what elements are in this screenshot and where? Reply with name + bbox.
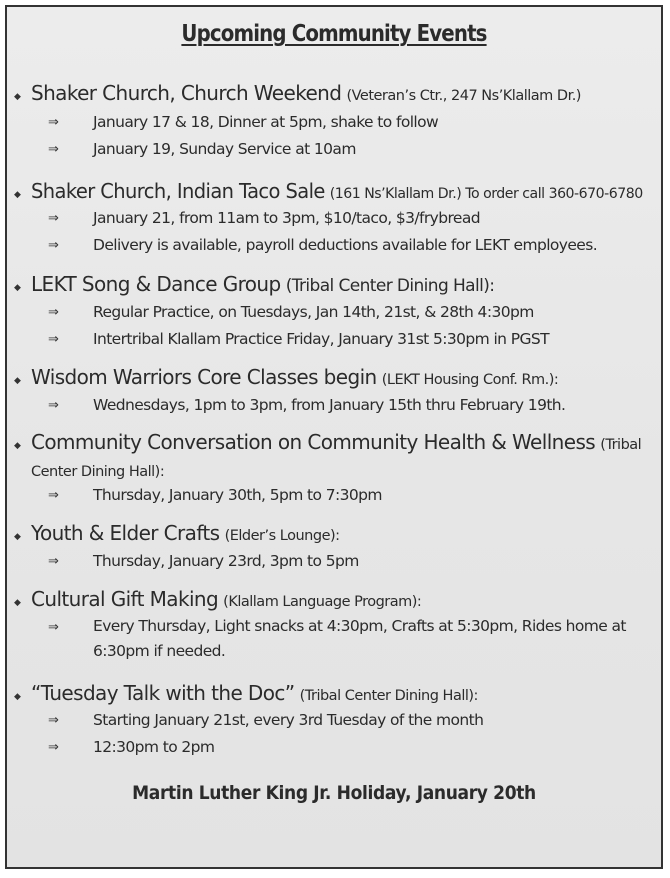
event-detail-text: January 19, Sunday Service at 10am: [93, 140, 356, 158]
arrow-icon: ⇒: [48, 142, 59, 157]
bullet-icon: ◆: [14, 441, 21, 451]
bullet-icon: ◆: [14, 376, 21, 386]
event-detail-text: January 17 & 18, Dinner at 5pm, shake to follow: [93, 113, 439, 131]
event-detail-text: Delivery is available, payroll deductions available for LEKT employees.: [93, 236, 598, 254]
event-location: (Veteran’s Ctr., 247 Ns’Klallam Dr.): [346, 88, 581, 104]
event-location: (Klallam Language Program):: [223, 594, 422, 610]
bullet-icon: ◆: [14, 92, 21, 102]
bullet-icon: ◆: [14, 692, 21, 702]
event-name: Youth & Elder Crafts: [31, 521, 220, 545]
events-list: [7, 7, 661, 867]
event-heading: [31, 586, 643, 615]
arrow-icon: ⇒: [48, 620, 59, 635]
flyer-title: Upcoming Community Events: [181, 21, 487, 47]
event-detail-text: Thursday, January 23rd, 3pm to 5pm: [93, 552, 359, 570]
event-name: Cultural Gift Making: [31, 587, 219, 611]
event-name: Community Conversation on Community Health & Wellness: [31, 430, 596, 454]
event-name: “Tuesday Talk with the Doc”: [31, 681, 295, 705]
bullet-icon: ◆: [14, 532, 21, 542]
event-location: (Tribal Center Dining Hall):: [285, 276, 495, 296]
event-detail-text: January 21, from 11am to 3pm, $10/taco, $3/frybread: [93, 209, 480, 227]
event-heading: [31, 520, 643, 549]
arrow-icon: ⇒: [48, 305, 59, 320]
event-detail-text: 12:30pm to 2pm: [93, 738, 215, 756]
event-name: Wisdom Warriors Core Classes begin: [31, 365, 377, 389]
event-heading: [31, 429, 643, 485]
arrow-icon: ⇒: [48, 488, 59, 503]
bullet-icon: ◆: [14, 283, 21, 293]
event-heading: [31, 80, 643, 109]
arrow-icon: ⇒: [48, 398, 59, 413]
arrow-icon: ⇒: [48, 332, 59, 347]
arrow-icon: ⇒: [48, 740, 59, 755]
arrow-icon: ⇒: [48, 238, 59, 253]
event-heading: [31, 178, 643, 207]
flyer-frame: [5, 5, 663, 869]
event-heading: [31, 364, 643, 393]
bullet-icon: ◆: [14, 598, 21, 608]
event-heading: [31, 271, 643, 299]
arrow-icon: ⇒: [48, 115, 59, 130]
arrow-icon: ⇒: [48, 211, 59, 226]
event-detail-text: Every Thursday, Light snacks at 4:30pm, Crafts at 5:30pm, Rides home at 6:30pm if needed.: [93, 617, 626, 660]
event-location: (Tribal Center Dining Hall):: [299, 688, 478, 704]
event-name: Shaker Church, Indian Taco Sale: [31, 179, 325, 203]
event-detail-text: Intertribal Klallam Practice Friday, January 31st 5:30pm in PGST: [93, 330, 549, 348]
bullet-icon: ◆: [14, 190, 21, 200]
event-location: (Tribal Center Dining Hall):: [31, 437, 642, 480]
event-detail-text: Regular Practice, on Tuesdays, Jan 14th, 21st, & 28th 4:30pm: [93, 303, 534, 321]
holiday-notice: Martin Luther King Jr. Holiday, January 20th: [132, 782, 536, 804]
event-detail-text: Starting January 21st, every 3rd Tuesday of the month: [93, 711, 484, 729]
event-detail-text: Thursday, January 30th, 5pm to 7:30pm: [93, 486, 382, 504]
event-detail-text: Wednesdays, 1pm to 3pm, from January 15th thru February 19th.: [93, 396, 566, 414]
event-name: LEKT Song & Dance Group: [31, 272, 281, 296]
arrow-icon: ⇒: [48, 713, 59, 728]
event-name: Shaker Church, Church Weekend: [31, 81, 342, 105]
arrow-icon: ⇒: [48, 554, 59, 569]
event-location: (Elder’s Lounge):: [224, 528, 340, 544]
event-location: (LEKT Housing Conf. Rm.):: [381, 372, 559, 388]
event-location: (161 Ns’Klallam Dr.) To order call 360-670-6780: [329, 186, 643, 202]
event-heading: [31, 680, 643, 709]
